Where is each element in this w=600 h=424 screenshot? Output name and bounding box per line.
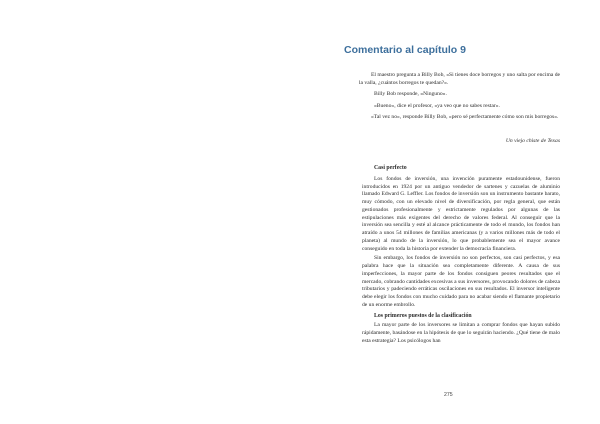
- epigraph-attribution: Un viejo chiste de Texas: [505, 138, 560, 144]
- epigraph-paragraph: El maestro pregunta a Billy Bob, «Si tienes doce borregos y uno salta por encima de la valla, ¿cuántos borregos te quedan?».: [359, 72, 560, 87]
- page-number: 275: [444, 392, 453, 398]
- body-paragraph: La mayor parte de los inversores se limitan a comprar fondos que hayan subido rápidamente, basándose en la hipótesis de que lo seguirán haciendo. ¿Qué tiene de malo esta estrategia? Los psicólogos han: [362, 322, 560, 344]
- chapter-title: Comentario al capítulo 9: [344, 44, 466, 56]
- epigraph-paragraph: «Tal vez no», responde Billy Bob, «pero sé perfectamente cómo son mis borregos».: [371, 113, 559, 120]
- body-text: [362, 165, 560, 348]
- body-paragraph: Los fondos de inversión, una invención puramente estadounidense, fueron introducidos en 1924 por un antiguo vendedor de sartenes y cazuelas de aluminio llamado Edward G. Leffler. Los fondos de inversión son un instrumento bastante barato, muy cómodo, con un elevado nivel de diversificación, por regla general, que están gestionados profesionalmente y estrictamente regulados por algunas de las estipulaciones más exigentes del derecho de valores federal. Al conseguir que la inversión sea sencilla y esté al alcance prácticamente de todo el mundo, los fondos han atraído a unos 54 millones de familias americanas (y a varios millones más de todo el planeta) al mundo de la inversión, lo que probablemente sea el mayor avance conseguido en toda la historia por extender la democracia financiera.: [362, 175, 560, 252]
- section-heading: Los primeros puestos de la clasificación: [374, 312, 472, 319]
- body-paragraph: Sin embargo, los fondos de inversión no son perfectos, son casi perfectos, y esa palabra hace que la situación sea completamente diferente. A causa de sus imperfecciones, la mayor parte de los fondos consiguen peores resultados que el mercado, cobrando cantidades excesivas a sus inversores, provocando dolores de cabeza tributarios y padeciendo erráticas oscilaciones en sus resultados. El inversor inteligente debe elegir los fondos con mucho cuidado para no acabar siendo el flamante propietario de un enorme embrollo.: [362, 255, 560, 308]
- epigraph: [359, 71, 560, 124]
- book-page: [302, 0, 564, 424]
- section-heading: Casi perfecto: [374, 165, 407, 171]
- epigraph-paragraph: Billy Bob responde, «Ninguno».: [374, 91, 447, 98]
- epigraph-paragraph: «Bueno», dice el profesor, «ya veo que no sabes restar».: [374, 102, 500, 109]
